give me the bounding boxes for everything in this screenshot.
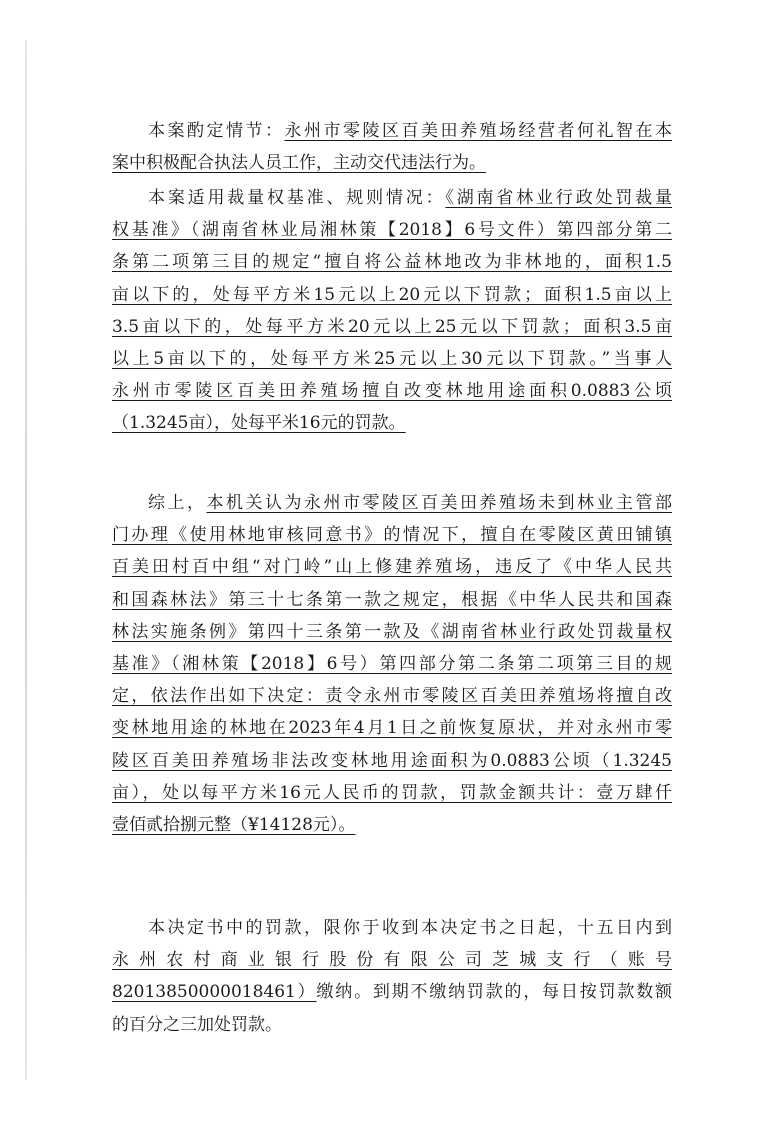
text-line: 永州农村商业银行股份有限公司芝城支行（账号: [112, 950, 672, 971]
scan-edge-line: [25, 40, 27, 1080]
text-line: 基准》（湘林策【2018】6号）第四部分第二条第二项第三目的规: [112, 653, 672, 674]
paragraph-discretion-standard: [112, 182, 672, 440]
text-line: 的百分之三加处罚款。: [112, 1014, 282, 1035]
text-line: 条第二项第三目的规定“擅自将公益林地改为非林地的，面积1.5: [112, 252, 672, 273]
text-line: （1.3245亩），处每平米16元的罚款。: [112, 413, 406, 434]
text-line: 3.5亩以下的，处每平方米20元以上25元以下罚款；面积3.5亩: [112, 316, 672, 337]
text-line: 本案酌定情节：永州市零陵区百美田养殖场经营者何礼智在本: [148, 121, 672, 141]
paragraph-payment: [112, 912, 672, 1041]
text-line: 和国森林法》第三十七条第一款之规定，根据《中华人民共和国森: [112, 589, 672, 610]
text-line: 定，依法作出如下决定：责令永州市零陵区百美田养殖场将擅自改: [112, 686, 672, 707]
text-line: 永州市零陵区百美田养殖场擅自改变林地用途面积0.0883公顷: [112, 381, 672, 402]
text-line: 综上，本机关认为永州市零陵区百美田养殖场未到林业主管部: [148, 493, 672, 513]
text-line: 以上5亩以下的，处每平方米25元以上30元以下罚款。”当事人: [112, 348, 672, 369]
text-line: 百美田村百中组“对门岭”山上修建养殖场，违反了《中华人民共: [112, 557, 672, 578]
paragraph-decision: [112, 487, 672, 841]
text-line: 亩以下的，处每平方米15元以上20元以下罚款；面积1.5亩以上: [112, 284, 672, 305]
text-line: 陵区百美田养殖场非法改变林地用途面积为0.0883公顷（1.3245: [112, 750, 672, 771]
paragraph-discretion-circumstances: [112, 115, 672, 179]
text-line: 案中积极配合执法人员工作，主动交代违法行为。: [112, 153, 486, 174]
text-line: 变林地用途的林地在2023年4月1日之前恢复原状，并对永州市零: [112, 718, 672, 739]
text-line: 林法实施条例》第四十三条第一款及《湖南省林业行政处罚裁量权: [112, 621, 672, 642]
text-line: 门办理《使用林地审核同意书》的情况下，擅自在零陵区黄田铺镇: [112, 525, 672, 546]
text-line: 亩），处以每平方米16元人民币的罚款，罚款金额共计：壹万肆仟: [112, 782, 672, 803]
text-line: 本案适用裁量权基准、规则情况：《湖南省林业行政处罚裁量: [148, 188, 673, 208]
text-line: 权基准》（湖南省林业局湘林策【2018】6号文件）第四部分第二: [112, 220, 672, 241]
text-line: 壹佰贰拾捌元整（¥14128元）。: [112, 814, 356, 835]
text-line: 82013850000018461）缴纳。到期不缴纳罚款的，每日按罚款数额: [112, 982, 672, 1003]
text-line: 本决定书中的罚款，限你于收到本决定书之日起，十五日内到: [148, 918, 672, 938]
